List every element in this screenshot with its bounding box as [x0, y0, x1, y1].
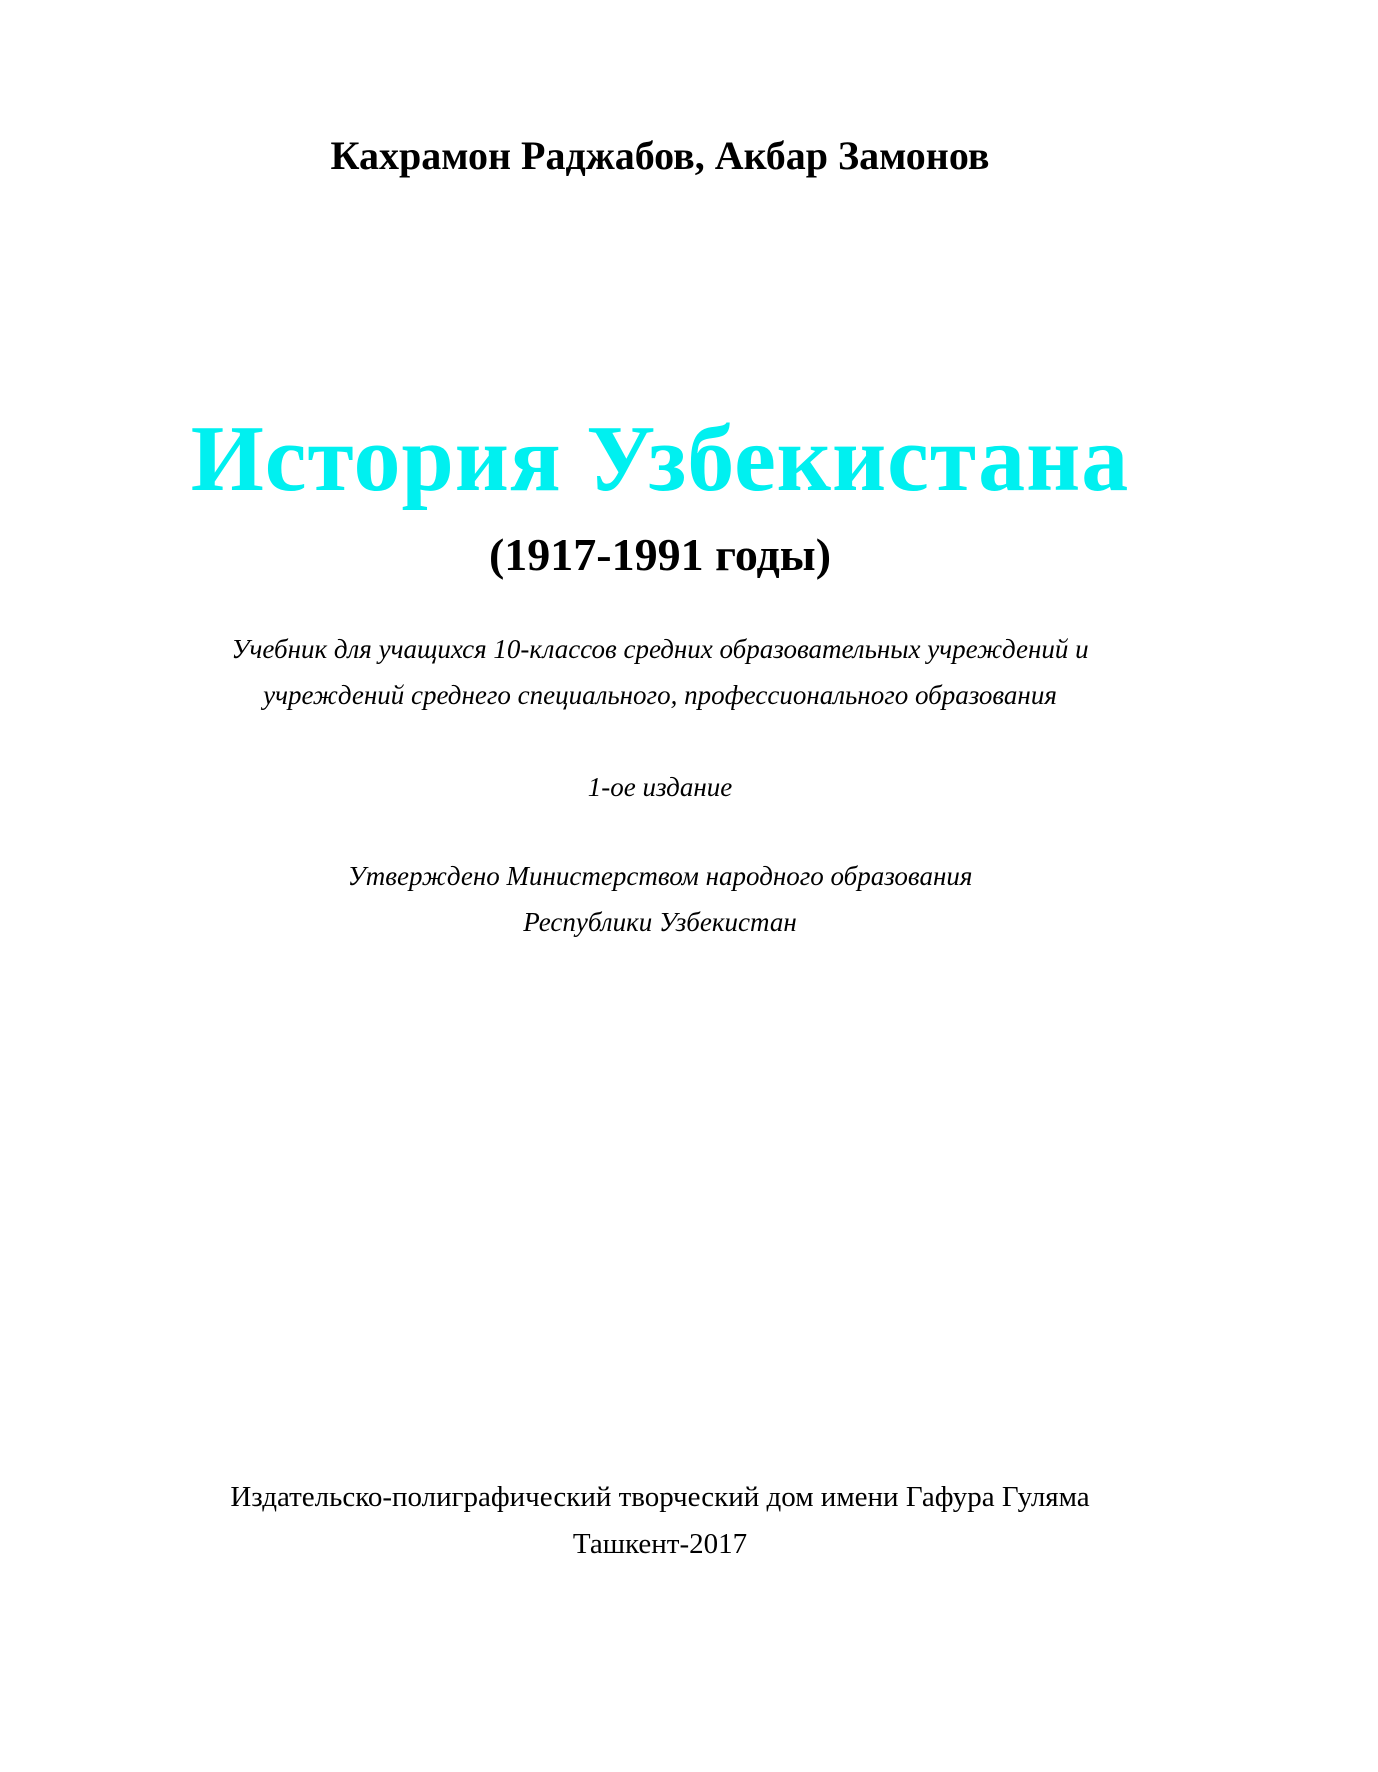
approval-line-2: Республики Узбекистан [523, 907, 797, 937]
edition-label: 1-ое издание [587, 772, 733, 802]
book-period: (1917-1991 годы) [488, 529, 832, 580]
publisher-city-year: Ташкент-2017 [572, 1528, 748, 1560]
book-description-line-1: Учебник для учащихся 10-классов средних образовательных учреждений и [231, 634, 1089, 664]
publisher-name: Издательско-полиграфический творческий дом имени Гафура Гуляма [230, 1481, 1090, 1513]
book-authors: Кахрамон Раджабов, Акбар Замонов [330, 133, 990, 178]
approval-line-1: Утверждено Министерством народного образования [347, 861, 973, 891]
book-title: История Узбекистана [190, 407, 1130, 511]
book-description-line-2: учреждений среднего специального, профессионального образования [263, 680, 1057, 710]
